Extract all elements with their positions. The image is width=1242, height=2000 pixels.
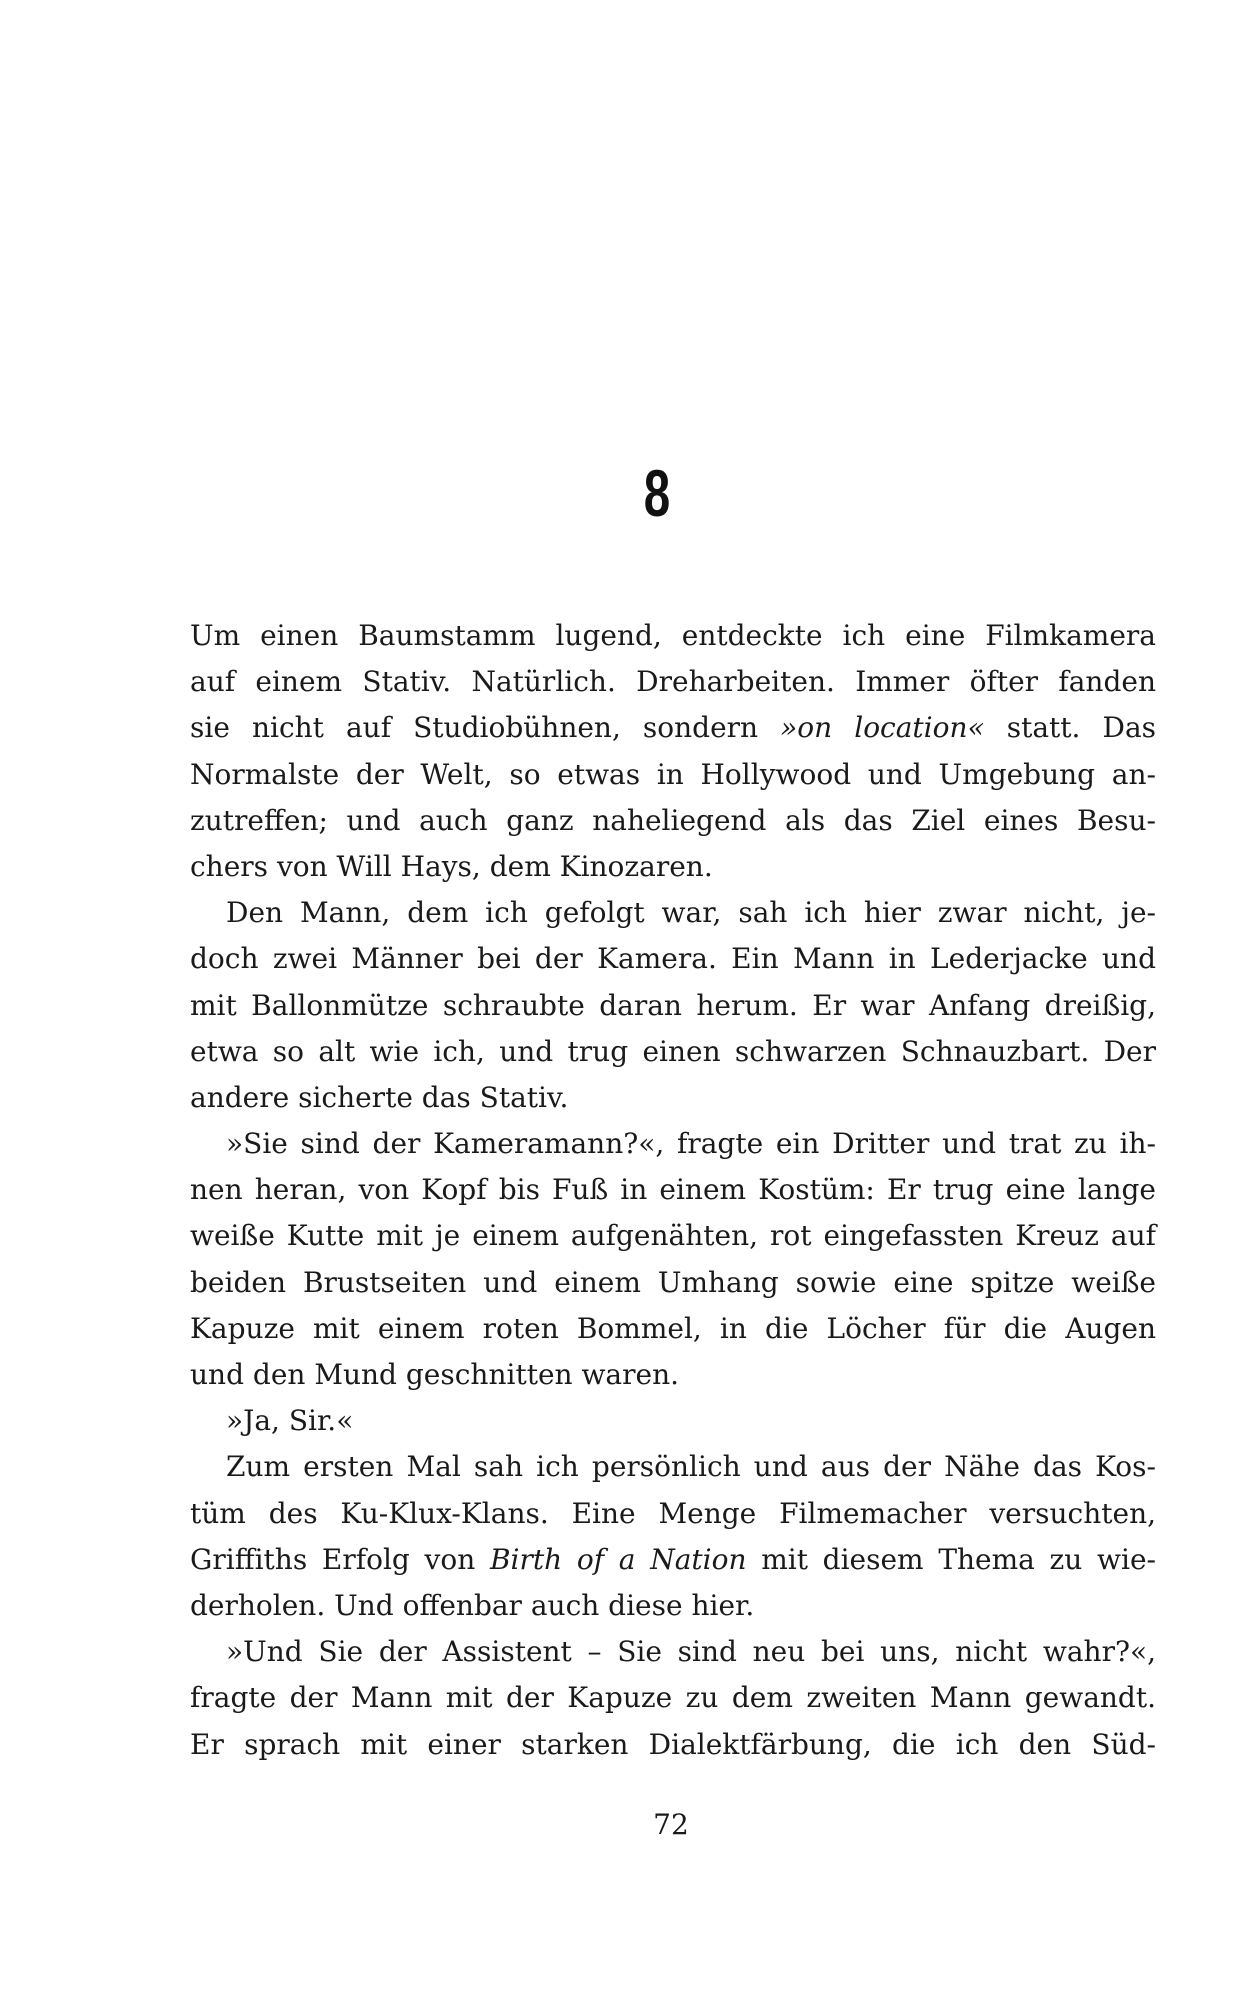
text-line: chers von Will Hays, dem Kinozaren. [190, 849, 713, 883]
body-text [190, 613, 1156, 1768]
text-line: zutreffen; und auch ganz naheliegend als das Ziel eines Besu- [190, 803, 1156, 837]
text-line: doch zwei Männer bei der Kamera. Ein Mann in Lederjacke und [190, 942, 1156, 976]
text-line: Kapuze mit einem roten Bommel, in die Löcher für die Augen [190, 1311, 1156, 1345]
text-line: Griffiths Erfolg von Birth of a Nation mit diesem Thema zu wie- [190, 1542, 1156, 1576]
chapter-number: 8 [643, 456, 671, 530]
text-line: sie nicht auf Studiobühnen, sondern »on location« statt. Das [190, 711, 1157, 745]
text-line: »Sie sind der Kameramann?«, fragte ein Dritter und trat zu ih- [226, 1127, 1156, 1161]
italic-phrase: »on location« [780, 711, 985, 745]
text-line: etwa so alt wie ich, und trug einen schwarzen Schnauzbart. Der [190, 1034, 1156, 1068]
text-line: Den Mann, dem ich gefolgt war, sah ich hier zwar nicht, je- [226, 896, 1156, 930]
text-line: Zum ersten Mal sah ich persönlich und aus der Nähe das Kos- [226, 1450, 1156, 1484]
italic-phrase: Birth of a Nation [489, 1542, 747, 1576]
text-line: auf einem Stativ. Natürlich. Dreharbeiten. Immer öfter fanden [190, 665, 1156, 699]
text-line: fragte der Mann mit der Kapuze zu dem zweiten Mann gewandt. [190, 1681, 1156, 1715]
text-line: »Und Sie der Assistent – Sie sind neu bei uns, nicht wahr?«, [226, 1635, 1156, 1669]
text-line: Normalste der Welt, so etwas in Hollywood und Umgebung an- [190, 757, 1156, 791]
page-number: 72 [653, 1808, 689, 1841]
text-line: »Ja, Sir.« [226, 1404, 354, 1438]
text-line: Er sprach mit einer starken Dialektfärbung, die ich den Süd- [190, 1727, 1156, 1761]
text-line: Um einen Baumstamm lugend, entdeckte ich eine Filmkamera [190, 619, 1156, 652]
text-line: und den Mund geschnitten waren. [190, 1358, 680, 1391]
text-line: tüm des Ku-Klux-Klans. Eine Menge Filmemacher versuchten, [190, 1496, 1156, 1530]
text-line: mit Ballonmütze schraubte daran herum. Er war Anfang dreißig, [190, 988, 1156, 1022]
text-line: nen heran, von Kopf bis Fuß in einem Kostüm: Er trug eine lange [190, 1173, 1156, 1207]
text-line: andere sicherte das Stativ. [190, 1080, 569, 1114]
text-line: derholen. Und offenbar auch diese hier. [190, 1588, 755, 1622]
text-line: beiden Brustseiten und einem Umhang sowie eine spitze weiße [190, 1265, 1156, 1299]
text-line: weiße Kutte mit je einem aufgenähten, rot eingefassten Kreuz auf [190, 1219, 1156, 1253]
